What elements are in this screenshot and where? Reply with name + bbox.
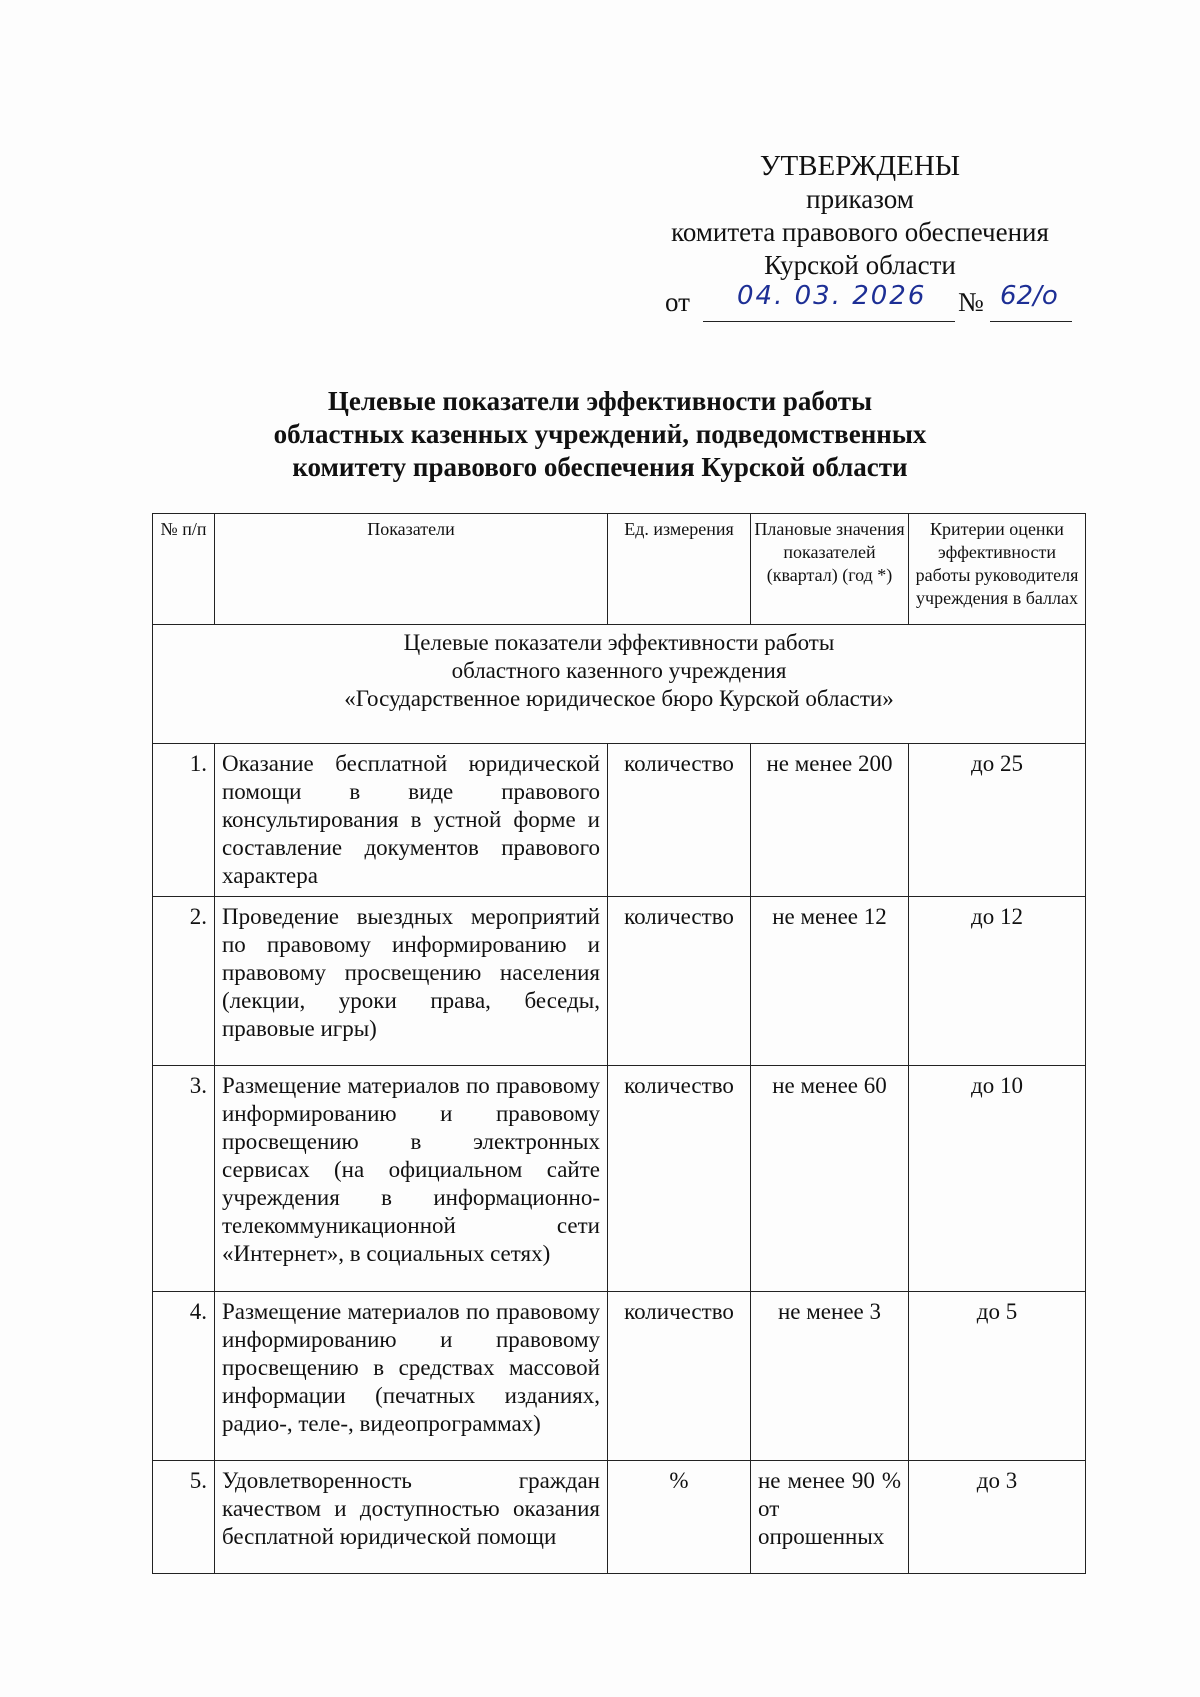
- approval-block: [640, 150, 1080, 282]
- table-header-row: [153, 514, 1086, 625]
- row-plan: не менее 3: [751, 1292, 909, 1461]
- row-num: 1.: [153, 744, 215, 897]
- row-indicator: Удовлетворенность граждан качеством и доступностью оказания бесплатной юридической помощи: [215, 1461, 608, 1574]
- number-label: №: [958, 287, 984, 317]
- title-line-2: областных казенных учреждений, подведомственных: [273, 419, 927, 449]
- row-indicator: Размещение материалов по правовому информированию и правовому просвещению в электронных сервисах (на официальном сайте учреждения в информационно-телекоммуникационной сети «Интернет», в социальных сетях): [215, 1066, 608, 1292]
- header-num: № п/п: [153, 514, 215, 625]
- row-num: 2.: [153, 897, 215, 1066]
- row-unit: %: [608, 1461, 751, 1574]
- table-row: [153, 897, 1086, 1066]
- approval-headline: УТВЕРЖДЕНЫ: [759, 150, 961, 182]
- row-plan: не менее 90 % от опрошенных: [751, 1461, 909, 1574]
- approval-line-committee: комитета правового обеспечения: [671, 217, 1049, 247]
- row-score: до 25: [909, 744, 1086, 897]
- table-row: [153, 1066, 1086, 1292]
- section-line-2: областного казенного учреждения: [451, 658, 787, 683]
- row-unit: количество: [608, 744, 751, 897]
- approval-date-row: [665, 281, 1085, 327]
- row-indicator: Оказание бесплатной юридической помощи в виде правового консультирования в устной форме и составление документов правового характера: [215, 744, 608, 897]
- indicators-table: [152, 513, 1086, 1574]
- from-label: от: [665, 287, 690, 317]
- row-indicator: Размещение материалов по правовому информированию и правовому просвещению в средствах массовой информации (печатных изданиях, радио-, теле-, видеопрограммах): [215, 1292, 608, 1461]
- table-row: [153, 744, 1086, 897]
- document-title: [190, 385, 1010, 484]
- section-row: [153, 625, 1086, 744]
- row-unit: количество: [608, 1292, 751, 1461]
- header-plan: Плановые значения показателей (квартал) (год *): [751, 514, 909, 625]
- handwritten-number: 62/о: [1000, 281, 1058, 311]
- section-title-cell: [153, 625, 1086, 744]
- title-line-3: комитету правового обеспечения Курской области: [292, 452, 908, 482]
- row-score: до 3: [909, 1461, 1086, 1574]
- row-num: 4.: [153, 1292, 215, 1461]
- row-unit: количество: [608, 897, 751, 1066]
- row-plan: не менее 200: [751, 744, 909, 897]
- row-indicator: Проведение выездных мероприятий по правовому информированию и правовому просвещению населения (лекции, уроки права, беседы, правовые игры): [215, 897, 608, 1066]
- row-num: 5.: [153, 1461, 215, 1574]
- row-plan: не менее 60: [751, 1066, 909, 1292]
- approval-line-order: приказом: [806, 184, 914, 214]
- section-line-3: «Государственное юридическое бюро Курской области»: [344, 686, 894, 711]
- header-unit: Ед. измерения: [608, 514, 751, 625]
- row-score: до 12: [909, 897, 1086, 1066]
- approval-line-region: Курской области: [764, 250, 956, 280]
- row-plan: не менее 12: [751, 897, 909, 1066]
- header-criteria: Критерии оценки эффективности работы руководителя учреждения в баллах: [909, 514, 1086, 625]
- table-row: [153, 1292, 1086, 1461]
- row-unit: количество: [608, 1066, 751, 1292]
- row-score: до 5: [909, 1292, 1086, 1461]
- table-row: [153, 1461, 1086, 1574]
- row-num: 3.: [153, 1066, 215, 1292]
- row-score: до 10: [909, 1066, 1086, 1292]
- title-line-1: Целевые показатели эффективности работы: [327, 386, 873, 416]
- header-indicator: Показатели: [215, 514, 608, 625]
- handwritten-date: 04. 03. 2026: [737, 281, 927, 311]
- section-line-1: Целевые показатели эффективности работы: [403, 630, 835, 655]
